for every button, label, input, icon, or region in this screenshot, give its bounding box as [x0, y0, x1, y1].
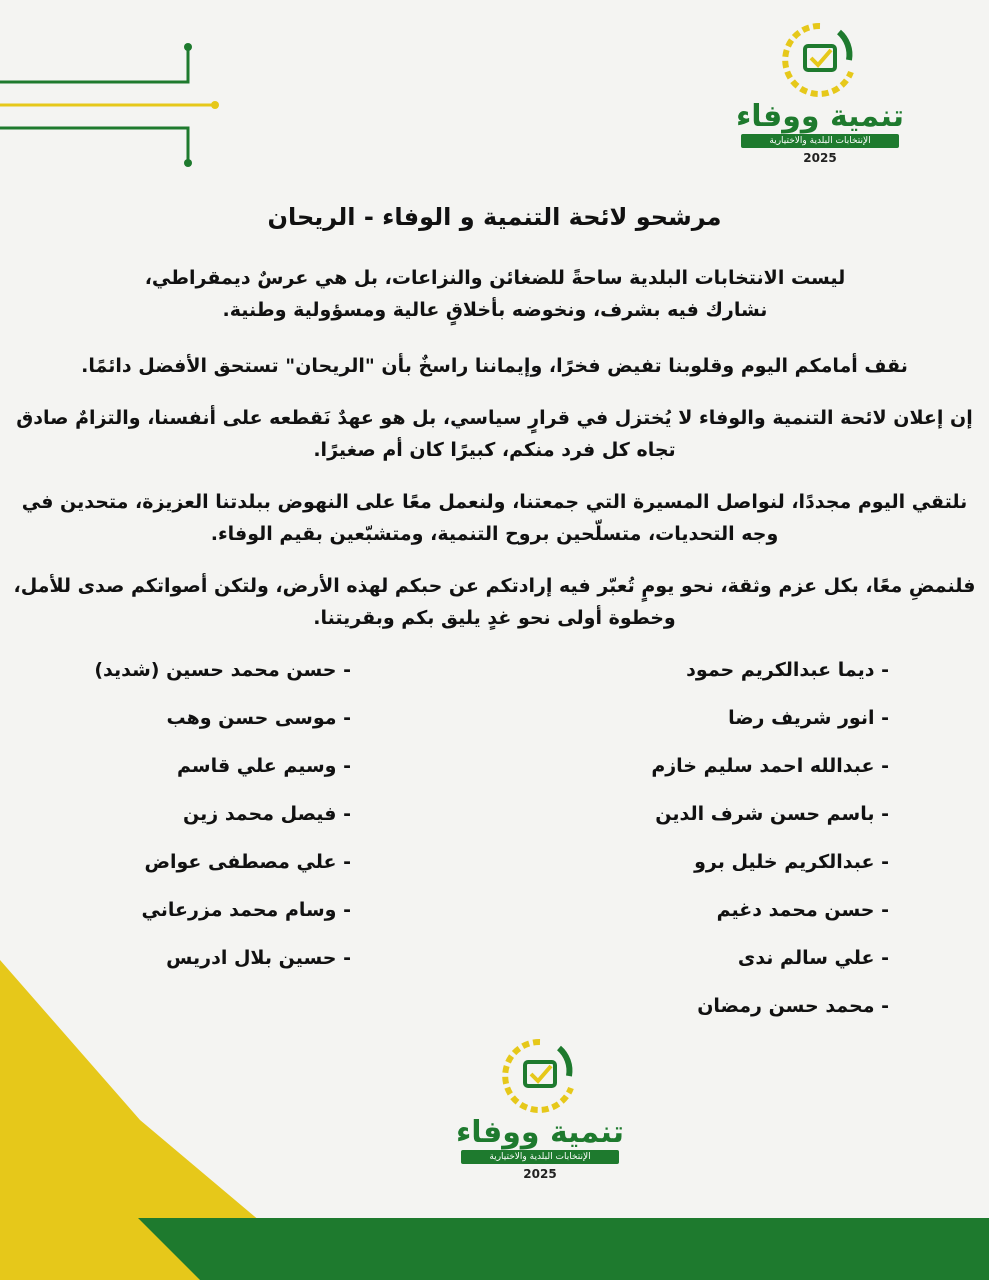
logo-year: 2025	[803, 151, 837, 165]
logo-band-text: الإنتخابات البلدية والاختيارية	[461, 1150, 619, 1164]
candidate-name: - عبدالله احمد سليم خازم	[651, 755, 889, 777]
candidate-name: - وسيم علي قاسم	[177, 755, 351, 777]
header-logo	[735, 20, 905, 165]
candidate-name: - موسى حسن وهب	[166, 707, 351, 729]
candidate-name: - حسن محمد حسين (شديد)	[94, 659, 351, 681]
candidates-left-column	[51, 646, 351, 982]
candidate-name: - حسين بلال ادريس	[166, 947, 351, 969]
logo-brand-text: تنمية ووفاء	[455, 1115, 625, 1150]
circuit-lines-decoration	[0, 43, 219, 167]
page-title: مرشحو لائحة التنمية و الوفاء - الريحان	[267, 203, 722, 231]
ballot-check-icon	[779, 20, 861, 98]
candidate-name: - عبدالكريم خليل برو	[694, 851, 889, 873]
candidate-name: - علي مصطفى عواض	[144, 851, 351, 873]
paragraph-1: ليست الانتخابات البلدية ساحةً للضغائن والنزاعات، بل هي عرسٌ ديمقراطي، نشارك فيه بشرف، ونخوضه بأخلاقٍ عالية ومسؤولية وطنية.	[144, 267, 846, 321]
ballot-check-icon	[499, 1036, 581, 1114]
logo-brand-text: تنمية ووفاء	[735, 99, 905, 134]
candidate-name: - انور شريف رضا	[728, 707, 889, 729]
candidate-name: - حسن محمد دغيم	[716, 899, 889, 921]
paragraph-4: نلتقي اليوم مجددًا، لنواصل المسيرة التي جمعتنا، ولنعمل معًا على النهوض ببلدتنا العزيزة، متحدين في وجه التحديات، متسلّحين بروح التنمية، ومتشبّعين بقيم الوفاء.	[21, 491, 968, 545]
paragraph-3: إن إعلان لائحة التنمية والوفاء لا يُختزل في قرارٍ سياسي، بل هو عهدٌ نَقطعه على أنفسنا، والتزامٌ صادق تجاه كل فرد منكم، كبيرًا كان أم صغيرًا.	[16, 407, 973, 461]
logo-year: 2025	[523, 1167, 557, 1181]
paragraph-2: نقف أمامكم اليوم وقلوبنا تفيض فخرًا، وإيماننا راسخٌ بأن "الريحان" تستحق الأفضل دائمًا.	[81, 355, 908, 377]
candidate-name: - باسم حسن شرف الدين	[655, 803, 889, 825]
logo-band-text: الإنتخابات البلدية والاختيارية	[741, 134, 899, 148]
footer-logo	[455, 1036, 625, 1181]
candidate-name: - فيصل محمد زين	[183, 803, 351, 825]
candidate-name: - وسام محمد مزرعاني	[141, 899, 351, 921]
paragraph-5: فلنمضِ معًا، بكل عزم وثقة، نحو يومٍ تُعبّر فيه إرادتكم عن حبكم لهذه الأرض، ولتكن أصواتكم صدى للأمل، وخطوة أولى نحو غدٍ يليق بكم وبقريتنا.	[13, 575, 976, 629]
candidate-name: - علي سالم ندى	[737, 947, 889, 969]
candidate-name: - ديما عبدالكريم حمود	[686, 659, 889, 681]
candidate-name: - محمد حسن رمضان	[697, 995, 889, 1017]
candidates-right-column	[589, 646, 889, 1030]
